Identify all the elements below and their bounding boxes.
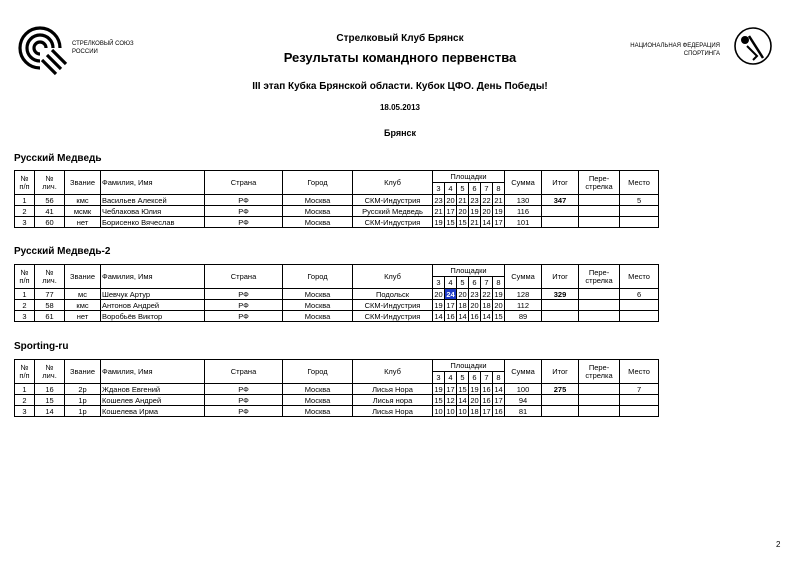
cell-club: Подольск <box>353 289 433 300</box>
cell-name: Воробьёв Виктор <box>101 311 205 322</box>
col-lic-header <box>35 360 65 384</box>
table-header-row <box>15 265 693 277</box>
range-number-header: 8 <box>493 277 505 289</box>
cell-score: 18 <box>458 300 467 310</box>
cell-name: Васильев Алексей <box>101 195 205 206</box>
cell-country: РФ <box>205 217 283 228</box>
team-results-table <box>14 359 693 417</box>
cell-score: 17 <box>446 384 455 394</box>
cell-score: 22 <box>482 195 491 205</box>
team-name: Русский Медведь-2 <box>14 246 111 257</box>
cell-score: 14 <box>482 311 491 321</box>
col-num-header <box>15 171 35 195</box>
cell-place <box>620 206 659 217</box>
table-row <box>15 206 693 217</box>
table-row <box>15 289 693 300</box>
cell-place <box>620 300 659 311</box>
event-date: 18.05.2013 <box>379 103 421 112</box>
cell-rank: 1р <box>65 395 101 406</box>
col-place-header: Место <box>620 360 659 384</box>
cell-score: 15 <box>458 217 467 227</box>
cell-place <box>620 311 659 322</box>
col-shootoff-header-line1: Пере- <box>588 267 610 277</box>
cell-score: 14 <box>458 311 467 321</box>
cell-score: 24 <box>446 289 455 299</box>
cell-score: 10 <box>434 406 443 416</box>
col-num-header-line1: № <box>20 362 29 372</box>
cell-score: 20 <box>446 195 455 205</box>
org-right-line1: НАЦИОНАЛЬНАЯ ФЕДЕРАЦИЯ <box>630 43 720 49</box>
col-lic-header-line1: № <box>45 362 54 372</box>
cell-club: СКМ-Индустрия <box>353 300 433 311</box>
col-sum-header: Сумма <box>505 265 542 289</box>
cell-score: 18 <box>470 406 479 416</box>
cell-place: 7 <box>620 384 659 395</box>
cell-sum: 128 <box>505 289 542 300</box>
team-name: Русский Медведь <box>14 153 102 164</box>
col-country-header: Страна <box>205 265 283 289</box>
cell-score: 19 <box>494 206 503 216</box>
col-shootoff-header-line2: стрелка <box>585 275 613 285</box>
cell-total <box>542 217 579 228</box>
cell-lic: 77 <box>35 289 65 300</box>
cell-score: 20 <box>434 289 443 299</box>
cell-score: 14 <box>434 311 443 321</box>
col-shootoff-header-line2: стрелка <box>585 181 613 191</box>
col-num-header-line2: п/п <box>19 181 30 191</box>
cell-lic: 61 <box>35 311 65 322</box>
col-lic-header-line1: № <box>45 267 54 277</box>
col-club-header: Клуб <box>353 171 433 195</box>
cell-score: 19 <box>434 384 443 394</box>
cell-score: 17 <box>494 395 503 405</box>
page-title: Результаты командного первенства <box>283 50 517 65</box>
cell-score: 14 <box>458 395 467 405</box>
cell-city: Москва <box>283 300 353 311</box>
org-right-line2: СПОРТИНГА <box>683 51 720 57</box>
page-number: 2 <box>776 540 781 549</box>
cell-shootoff <box>579 406 620 417</box>
table-row <box>15 384 693 395</box>
cell-total <box>542 395 579 406</box>
cell-num: 3 <box>15 406 35 417</box>
cell-city: Москва <box>283 206 353 217</box>
cell-city: Москва <box>283 384 353 395</box>
cell-num: 2 <box>15 300 35 311</box>
cell-lic: 16 <box>35 384 65 395</box>
col-name-header: Фамилия, Имя <box>101 360 205 384</box>
cell-name: Антонов Андрей <box>101 300 205 311</box>
col-num-header <box>15 360 35 384</box>
cell-city: Москва <box>283 395 353 406</box>
col-place-header: Место <box>620 265 659 289</box>
cell-total: 347 <box>542 195 579 206</box>
col-total-header: Итог <box>542 171 579 195</box>
cell-club: Лисья Нора <box>353 384 433 395</box>
cell-score: 14 <box>482 217 491 227</box>
col-place-header: Место <box>620 171 659 195</box>
cell-score: 18 <box>482 300 491 310</box>
cell-sum: 94 <box>505 395 542 406</box>
col-club-header: Клуб <box>353 360 433 384</box>
cell-rank: 1р <box>65 406 101 417</box>
col-country-header: Страна <box>205 171 283 195</box>
cell-score: 16 <box>446 311 455 321</box>
cell-score: 12 <box>446 395 455 405</box>
col-shootoff-header <box>579 265 620 289</box>
table-row <box>15 395 693 406</box>
col-city-header: Город <box>283 360 353 384</box>
cell-num: 1 <box>15 384 35 395</box>
cell-score: 21 <box>494 195 503 205</box>
col-name-header: Фамилия, Имя <box>101 171 205 195</box>
col-city-header: Город <box>283 171 353 195</box>
cell-score: 16 <box>482 384 491 394</box>
cell-rank: кмс <box>65 300 101 311</box>
cell-shootoff <box>579 289 620 300</box>
cell-lic: 15 <box>35 395 65 406</box>
col-rank-header: Звание <box>65 360 101 384</box>
cell-score: 20 <box>494 300 503 310</box>
cell-country: РФ <box>205 300 283 311</box>
cell-shootoff <box>579 217 620 228</box>
cell-rank: мс <box>65 289 101 300</box>
cell-sum: 116 <box>505 206 542 217</box>
cell-score: 17 <box>482 406 491 416</box>
cell-city: Москва <box>283 311 353 322</box>
cell-name: Кошелев Андрей <box>101 395 205 406</box>
cell-score: 21 <box>434 206 443 216</box>
col-total-header: Итог <box>542 265 579 289</box>
cell-shootoff <box>579 395 620 406</box>
cell-score: 17 <box>446 300 455 310</box>
event-city: Брянск <box>383 128 417 138</box>
range-number-header: 5 <box>457 183 469 195</box>
col-lic-header-line2: лич. <box>42 181 57 191</box>
cell-score: 16 <box>494 406 503 416</box>
range-number-header: 8 <box>493 183 505 195</box>
cell-shootoff <box>579 311 620 322</box>
cell-country: РФ <box>205 384 283 395</box>
col-total-header: Итог <box>542 360 579 384</box>
range-number-header: 5 <box>457 372 469 384</box>
cell-score: 20 <box>482 206 491 216</box>
cell-score: 19 <box>434 217 443 227</box>
cell-score: 10 <box>446 406 455 416</box>
cell-score: 20 <box>470 300 479 310</box>
cell-country: РФ <box>205 406 283 417</box>
cell-total <box>542 406 579 417</box>
range-number-header: 8 <box>493 372 505 384</box>
cell-rank: 2р <box>65 384 101 395</box>
cell-lic: 60 <box>35 217 65 228</box>
cell-name: Борисенко Вячеслав <box>101 217 205 228</box>
table-row <box>15 195 693 206</box>
cell-name: Жданов Евгений <box>101 384 205 395</box>
cell-place <box>620 217 659 228</box>
cell-total <box>542 206 579 217</box>
table-row <box>15 311 693 322</box>
cell-score: 20 <box>458 206 467 216</box>
team-results-table <box>14 264 693 322</box>
col-city-header: Город <box>283 265 353 289</box>
col-sum-header: Сумма <box>505 360 542 384</box>
cell-club: СКМ-Индустрия <box>353 195 433 206</box>
col-ranges-header: Площадки <box>433 171 505 183</box>
cell-num: 2 <box>15 206 35 217</box>
cell-name: Кошелева Ирма <box>101 406 205 417</box>
table-row <box>15 406 693 417</box>
cell-score: 14 <box>494 384 503 394</box>
cell-rank: мсмк <box>65 206 101 217</box>
cell-score: 19 <box>470 384 479 394</box>
cell-score: 21 <box>458 195 467 205</box>
table-row <box>15 217 693 228</box>
range-number-header: 4 <box>445 372 457 384</box>
col-lic-header <box>35 265 65 289</box>
cell-score: 20 <box>470 395 479 405</box>
cell-city: Москва <box>283 195 353 206</box>
col-rank-header: Звание <box>65 171 101 195</box>
col-lic-header <box>35 171 65 195</box>
cell-shootoff <box>579 195 620 206</box>
cell-name: Чеблакова Юлия <box>101 206 205 217</box>
cell-sum: 100 <box>505 384 542 395</box>
col-shootoff-header-line2: стрелка <box>585 370 613 380</box>
cell-score: 17 <box>494 217 503 227</box>
cell-club: Лисья Нора <box>353 406 433 417</box>
cell-club: СКМ-Индустрия <box>353 217 433 228</box>
cell-score: 23 <box>470 195 479 205</box>
cell-total: 329 <box>542 289 579 300</box>
cell-club: Лисья нора <box>353 395 433 406</box>
col-lic-header-line1: № <box>45 173 54 183</box>
cell-lic: 41 <box>35 206 65 217</box>
col-num-header-line2: п/п <box>19 370 30 380</box>
cell-shootoff <box>579 300 620 311</box>
col-sum-header: Сумма <box>505 171 542 195</box>
cell-score: 23 <box>434 195 443 205</box>
cell-country: РФ <box>205 206 283 217</box>
cell-score: 15 <box>446 217 455 227</box>
col-shootoff-header-line1: Пере- <box>588 173 610 183</box>
cell-score: 15 <box>494 311 503 321</box>
col-lic-header-line2: лич. <box>42 370 57 380</box>
cell-club: Русский Медведь <box>353 206 433 217</box>
cell-city: Москва <box>283 289 353 300</box>
range-number-header: 7 <box>481 277 493 289</box>
cell-score: 23 <box>470 289 479 299</box>
range-number-header: 6 <box>469 277 481 289</box>
cell-sum: 112 <box>505 300 542 311</box>
col-country-header: Страна <box>205 360 283 384</box>
range-number-header: 3 <box>433 277 445 289</box>
col-shootoff-header <box>579 360 620 384</box>
cell-city: Москва <box>283 217 353 228</box>
col-shootoff-header <box>579 171 620 195</box>
cell-score: 19 <box>434 300 443 310</box>
cell-place: 6 <box>620 289 659 300</box>
org-left-line2: РОССИИ <box>72 49 98 55</box>
col-num-header-line1: № <box>20 173 29 183</box>
cell-score: 21 <box>470 217 479 227</box>
cell-score: 17 <box>446 206 455 216</box>
col-num-header-line1: № <box>20 267 29 277</box>
cell-num: 1 <box>15 195 35 206</box>
cell-country: РФ <box>205 311 283 322</box>
cell-score: 15 <box>458 384 467 394</box>
col-club-header: Клуб <box>353 265 433 289</box>
cell-place <box>620 395 659 406</box>
range-number-header: 6 <box>469 183 481 195</box>
range-number-header: 7 <box>481 372 493 384</box>
cell-score: 16 <box>482 395 491 405</box>
cell-score: 19 <box>470 206 479 216</box>
table-header-row <box>15 171 693 183</box>
cell-shootoff <box>579 206 620 217</box>
cell-score: 15 <box>434 395 443 405</box>
cell-sum: 130 <box>505 195 542 206</box>
range-number-header: 3 <box>433 183 445 195</box>
table-row <box>15 300 693 311</box>
range-number-header: 5 <box>457 277 469 289</box>
cell-num: 2 <box>15 395 35 406</box>
col-num-header-line2: п/п <box>19 275 30 285</box>
col-ranges-header: Площадки <box>433 360 505 372</box>
col-rank-header: Звание <box>65 265 101 289</box>
cell-name: Шевчук Артур <box>101 289 205 300</box>
range-number-header: 7 <box>481 183 493 195</box>
range-number-header: 4 <box>445 277 457 289</box>
cell-place <box>620 406 659 417</box>
col-name-header: Фамилия, Имя <box>101 265 205 289</box>
col-shootoff-header-line1: Пере- <box>588 362 610 372</box>
col-ranges-header: Площадки <box>433 265 505 277</box>
cell-sum: 89 <box>505 311 542 322</box>
event-subtitle: III этап Кубка Брянской области. Кубок ЦФО. День Победы! <box>252 81 548 92</box>
cell-total <box>542 300 579 311</box>
cell-lic: 14 <box>35 406 65 417</box>
range-number-header: 4 <box>445 183 457 195</box>
cell-country: РФ <box>205 289 283 300</box>
cell-score: 10 <box>458 406 467 416</box>
col-lic-header-line2: лич. <box>42 275 57 285</box>
club-heading: Стрелковый Клуб Брянск <box>336 33 464 44</box>
cell-rank: нет <box>65 311 101 322</box>
table-header-row <box>15 360 693 372</box>
cell-city: Москва <box>283 406 353 417</box>
cell-club: СКМ-Индустрия <box>353 311 433 322</box>
org-left-line1: СТРЕЛКОВЫЙ СОЮЗ <box>72 41 134 47</box>
team-results-table <box>14 170 693 228</box>
cell-score: 16 <box>470 311 479 321</box>
col-num-header <box>15 265 35 289</box>
cell-sum: 101 <box>505 217 542 228</box>
cell-num: 1 <box>15 289 35 300</box>
cell-shootoff <box>579 384 620 395</box>
cell-place: 5 <box>620 195 659 206</box>
cell-num: 3 <box>15 217 35 228</box>
cell-country: РФ <box>205 395 283 406</box>
cell-sum: 81 <box>505 406 542 417</box>
cell-total: 275 <box>542 384 579 395</box>
cell-rank: нет <box>65 217 101 228</box>
team-name: Sporting-ru <box>14 341 69 352</box>
range-number-header: 3 <box>433 372 445 384</box>
cell-score: 19 <box>494 289 503 299</box>
cell-score: 22 <box>482 289 491 299</box>
range-number-header: 6 <box>469 372 481 384</box>
cell-rank: кмс <box>65 195 101 206</box>
cell-country: РФ <box>205 195 283 206</box>
cell-score: 20 <box>458 289 467 299</box>
cell-num: 3 <box>15 311 35 322</box>
cell-total <box>542 311 579 322</box>
cell-lic: 58 <box>35 300 65 311</box>
cell-lic: 56 <box>35 195 65 206</box>
